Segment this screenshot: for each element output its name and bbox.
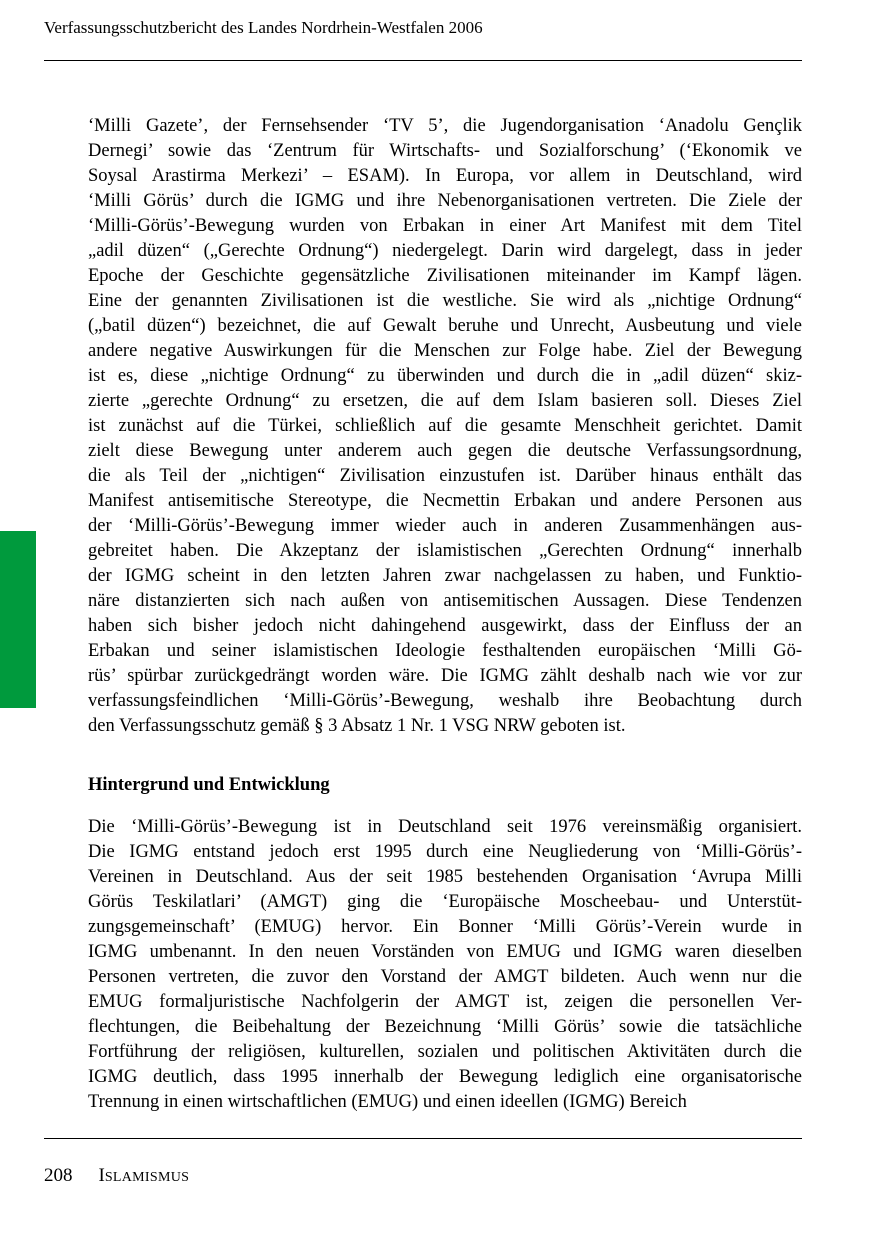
text-line: Fortführung der religiösen, kulturellen, sozialen und politischen Aktivitäten durch die bbox=[88, 1042, 802, 1062]
text-line: ist es, diese „nichtige Ordnung“ zu überwinden und durch die in „adil düzen“ skiz- bbox=[88, 366, 802, 386]
section-initial: I bbox=[98, 1165, 105, 1186]
text-line: ist zunächst auf die Türkei, schließlich auf die gesamte Menschheit gerichtet. Damit bbox=[88, 416, 802, 436]
text-line: zungsgemeinschaft’ (EMUG) hervor. Ein Bonner ‘Milli Görüs’-Verein wurde in bbox=[88, 917, 802, 937]
text-line: Eine der genannten Zivilisationen ist die westliche. Sie wird als „nichtige Ordnung“ bbox=[88, 291, 802, 311]
text-line: andere negative Auswirkungen für die Menschen zur Folge habe. Ziel der Bewegung bbox=[88, 341, 802, 361]
text-line: „adil düzen“ („Gerechte Ordnung“) niedergelegt. Darin wird dargelegt, dass in jeder bbox=[88, 241, 802, 261]
footer-section-name bbox=[99, 1165, 190, 1186]
text-line: EMUG formaljuristische Nachfolgerin der AMGT ist, zeigen die personellen Ver- bbox=[88, 992, 802, 1012]
page-footer bbox=[44, 1163, 189, 1188]
body-paragraph-2 bbox=[88, 815, 802, 1115]
text-line: verfassungsfeindlichen ‘Milli-Görüs’-Bewegung, weshalb ihre Beobachtung durch bbox=[88, 691, 802, 711]
text-line: die als Teil der „nichtigen“ Zivilisation einzustufen ist. Darüber hinaus enthält das bbox=[88, 466, 802, 486]
section-color-marker bbox=[0, 531, 36, 708]
text-line: rüs’ spürbar zurückgedrängt worden wäre. Die IGMG zählt deshalb nach wie vor zur bbox=[88, 666, 802, 686]
text-line: IGMG umbenannt. In den neuen Vorständen von EMUG und IGMG waren dieselben bbox=[88, 942, 802, 962]
text-line: gebreitet haben. Die Akzeptanz der islamistischen „Gerechten Ordnung“ innerhalb bbox=[88, 541, 802, 561]
text-line: Görüs Teskilatlari’ (AMGT) ging die ‘Europäische Moscheebau- und Unterstüt- bbox=[88, 892, 802, 912]
text-line: („batil düzen“) bezeichnet, die auf Gewalt beruhe und Unrecht, Ausbeutung und viele bbox=[88, 316, 802, 336]
text-line: Die IGMG entstand jedoch erst 1995 durch eine Neugliederung von ‘Milli-Görüs’- bbox=[88, 842, 802, 862]
text-line: IGMG deutlich, dass 1995 innerhalb der Bewegung lediglich eine organisatorische bbox=[88, 1067, 802, 1087]
text-line: ‘Milli Gazete’, der Fernsehsender ‘TV 5’, die Jugendorganisation ‘Anadolu Gençlik bbox=[88, 116, 802, 136]
text-line: Manifest antisemitische Stereotype, die Necmettin Erbakan und andere Personen aus bbox=[88, 491, 802, 511]
text-line: ‘Milli Görüs’ durch die IGMG und ihre Nebenorganisationen vertreten. Die Ziele der bbox=[88, 191, 802, 211]
text-line: Personen vertreten, die zuvor den Vorstand der AMGT bildeten. Auch wenn nur die bbox=[88, 967, 802, 987]
text-line: flechtungen, die Beibehaltung der Bezeichnung ‘Milli Görüs’ sowie die tatsächliche bbox=[88, 1017, 802, 1037]
footer-divider bbox=[44, 1138, 802, 1139]
section-rest: SLAMISMUS bbox=[104, 1170, 190, 1185]
running-header-title: Verfassungsschutzbericht des Landes Nordrhein-Westfalen 2006 bbox=[44, 18, 483, 37]
text-line: haben sich bisher jedoch nicht dahingehend ausgewirkt, dass der Einfluss der an bbox=[88, 616, 802, 636]
text-line: Epoche der Geschichte gegensätzliche Zivilisationen miteinander im Kampf lägen. bbox=[88, 266, 802, 286]
text-line: Dernegi’ sowie das ‘Zentrum für Wirtschafts- und Sozialforschung’ (‘Ekonomik ve bbox=[88, 141, 802, 161]
text-line: der ‘Milli-Görüs’-Bewegung immer wieder auch in anderen Zusammenhängen aus- bbox=[88, 516, 802, 536]
header-divider bbox=[44, 60, 802, 61]
text-line: Vereinen in Deutschland. Aus der seit 1985 bestehenden Organisation ‘Avrupa Milli bbox=[88, 867, 802, 887]
text-line: Die ‘Milli-Görüs’-Bewegung ist in Deutschland seit 1976 vereinsmäßig organisiert. bbox=[88, 817, 802, 837]
text-line: den Verfassungsschutz gemäß § 3 Absatz 1 Nr. 1 VSG NRW geboten ist. bbox=[88, 716, 626, 736]
section-heading: Hintergrund und Entwicklung bbox=[88, 775, 330, 795]
text-line: ‘Milli-Görüs’-Bewegung wurden von Erbakan in einer Art Manifest mit dem Titel bbox=[88, 216, 802, 236]
text-line: zierte „gerechte Ordnung“ zu ersetzen, die auf dem Islam basieren soll. Dieses Ziel bbox=[88, 391, 802, 411]
text-line: der IGMG scheint in den letzten Jahren zwar nachgelassen zu haben, und Funktio- bbox=[88, 566, 802, 586]
body-paragraph-1 bbox=[88, 114, 802, 739]
text-line: Erbakan und seiner islamistischen Ideologie festhaltenden europäischen ‘Milli Gö- bbox=[88, 641, 802, 661]
text-line: zielt diese Bewegung unter anderem auch gegen die deutsche Verfassungsordnung, bbox=[88, 441, 802, 461]
page-number: 208 bbox=[44, 1165, 73, 1186]
text-line: Soysal Arastirma Merkezi’ – ESAM). In Europa, vor allem in Deutschland, wird bbox=[88, 166, 802, 186]
text-line: näre distanzierten sich nach außen von antisemitischen Aussagen. Diese Tendenzen bbox=[88, 591, 802, 611]
text-line: Trennung in einen wirtschaftlichen (EMUG) und einen ideellen (IGMG) Bereich bbox=[88, 1092, 687, 1112]
